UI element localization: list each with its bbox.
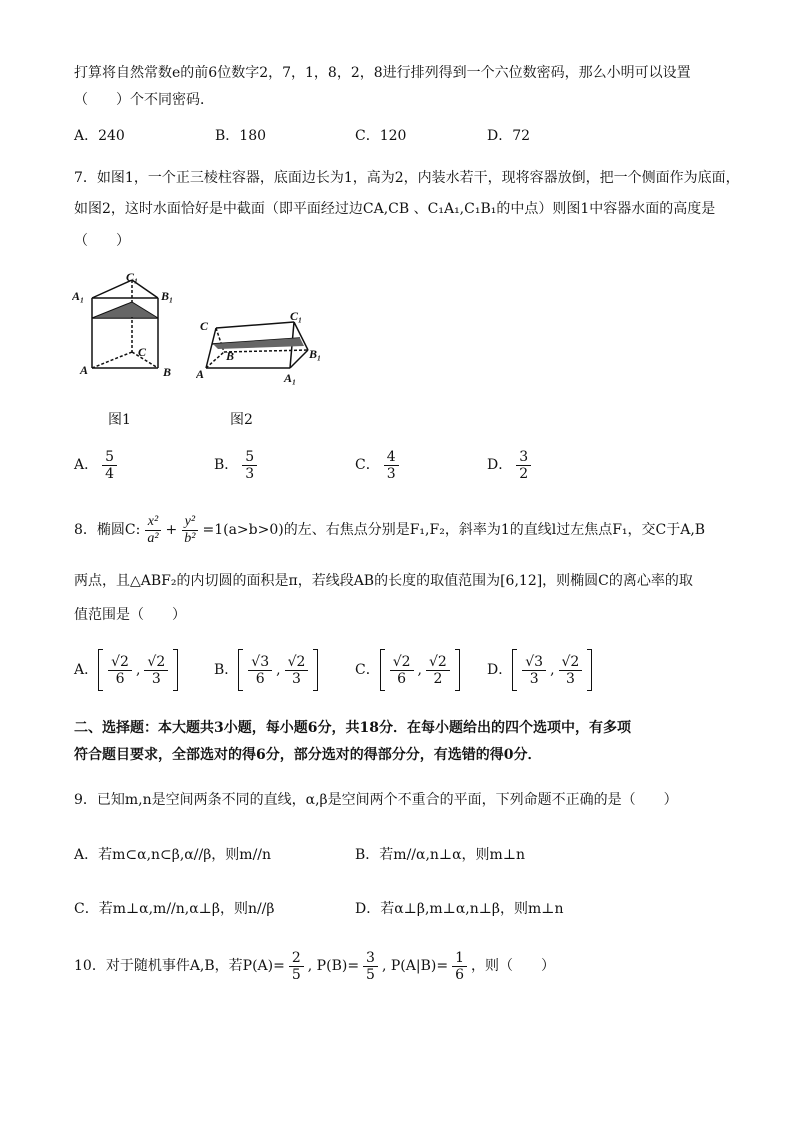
q8-option-a: A． $\frac{√2}{6}$ , $\frac{√2}{3}$ xyxy=(74,648,178,692)
fig2-label-a: A xyxy=(196,367,205,381)
fig1-label-c1: C₁ xyxy=(126,272,139,284)
q8-line3: 值范围是（ ） xyxy=(74,607,186,623)
q9-option-d: D．若α⊥β,m⊥α,n⊥β，则m⊥n xyxy=(355,901,564,917)
q9-option-a: A．若m⊂α,n⊂β,α//β，则m//n xyxy=(74,847,272,863)
section2-heading-line2: 符合题目要求，全部选对的得6分，部分选对的得部分分，有选错的得0分． xyxy=(74,747,542,763)
fig2-caption: 图2 xyxy=(230,412,253,428)
figure-2-prism xyxy=(196,306,326,386)
q6-option-b: B．180 xyxy=(215,128,267,144)
q8-line1: 8．椭圆C: $\frac{\text{x²}}{\text{a²}}$ + $\frac{\text{y²}}{\text{b²}}$ =1(a>b>0)的左、右焦点分别是F₁,F₂，斜率为1的直线l过左焦点F₁，交C于A,B xyxy=(74,513,706,546)
q6-line2: （ ）个不同密码． xyxy=(74,92,214,108)
q7-option-c: C． $\frac{4}{3}$ xyxy=(355,447,403,483)
fig2-label-a1: A₁ xyxy=(284,371,297,385)
fig2-label-c1: C₁ xyxy=(290,309,303,323)
q9-option-c: C．若m⊥α,m//n,α⊥β，则n//β xyxy=(74,901,275,917)
figure-1-prism xyxy=(72,272,187,384)
q7-option-a: A． $\frac{5}{4}$ xyxy=(74,447,121,483)
q8-option-c: C． $\frac{√2}{6}$ , $\frac{√2}{2}$ xyxy=(355,648,460,692)
q9-option-b: B．若m//α,n⊥α，则m⊥n xyxy=(355,847,525,863)
fig1-label-b1: B₁ xyxy=(161,289,174,303)
q7-line2: 如图2，这时水面恰好是中截面（即平面经过边CA,CB 、C₁A₁,C₁B₁的中点）则图1中容器水面的高度是 xyxy=(74,201,716,217)
fig1-label-c: C xyxy=(138,345,147,359)
q6-option-d: D．72 xyxy=(487,128,531,144)
fig1-label-a: A xyxy=(80,363,89,377)
q8-option-b: B． $\frac{√3}{6}$ , $\frac{√2}{3}$ xyxy=(214,648,318,692)
q10-stem: 10．对于随机事件A,B，若P(A)= $\frac{2}{5}$ , P(B)= $\frac{3}{5}$ , P(A|B)= $\frac{1}{6}$ ，则（ ） xyxy=(74,949,555,983)
fig1-caption: 图1 xyxy=(108,412,131,428)
fig2-label-c: C xyxy=(200,319,209,333)
q7-line3: （ ） xyxy=(74,233,130,249)
q7-option-b: B． $\frac{5}{3}$ xyxy=(214,447,261,483)
q9-stem: 9．已知m,n是空间两条不同的直线，α,β是空间两个不重合的平面，下列命题不正确的是（ ） xyxy=(74,792,678,808)
q7-line1: 7．如图1，一个正三棱柱容器，底面边长为1，高为2，内装水若干，现将容器放倒，把一个侧面作为底面， xyxy=(74,170,740,186)
fig1-label-a1: A₁ xyxy=(72,289,85,303)
fig2-label-b1: B₁ xyxy=(309,347,322,361)
q8-option-d: D． $\frac{√3}{3}$ , $\frac{√2}{3}$ xyxy=(487,648,592,692)
q8-line2: 两点，且△ABF₂的内切圆的面积是π，若线段AB的长度的取值范围为[6,12]，则椭圆C的离心率的取 xyxy=(74,573,693,589)
q6-option-c: C．120 xyxy=(355,128,407,144)
section2-heading-line1: 二、选择题：本大题共3小题，每小题6分，共18分．在每小题给出的四个选项中，有多项 xyxy=(74,720,631,736)
fig1-label-b: B xyxy=(163,365,172,379)
fig2-label-b: B xyxy=(226,349,235,363)
q7-option-d: D． $\frac{3}{2}$ xyxy=(487,447,535,483)
q6-option-a: A．240 xyxy=(74,128,125,144)
q6-line1: 打算将自然常数e的前6位数字2，7，1，8，2，8进行排列得到一个六位数密码，那么小明可以设置 xyxy=(74,65,691,81)
